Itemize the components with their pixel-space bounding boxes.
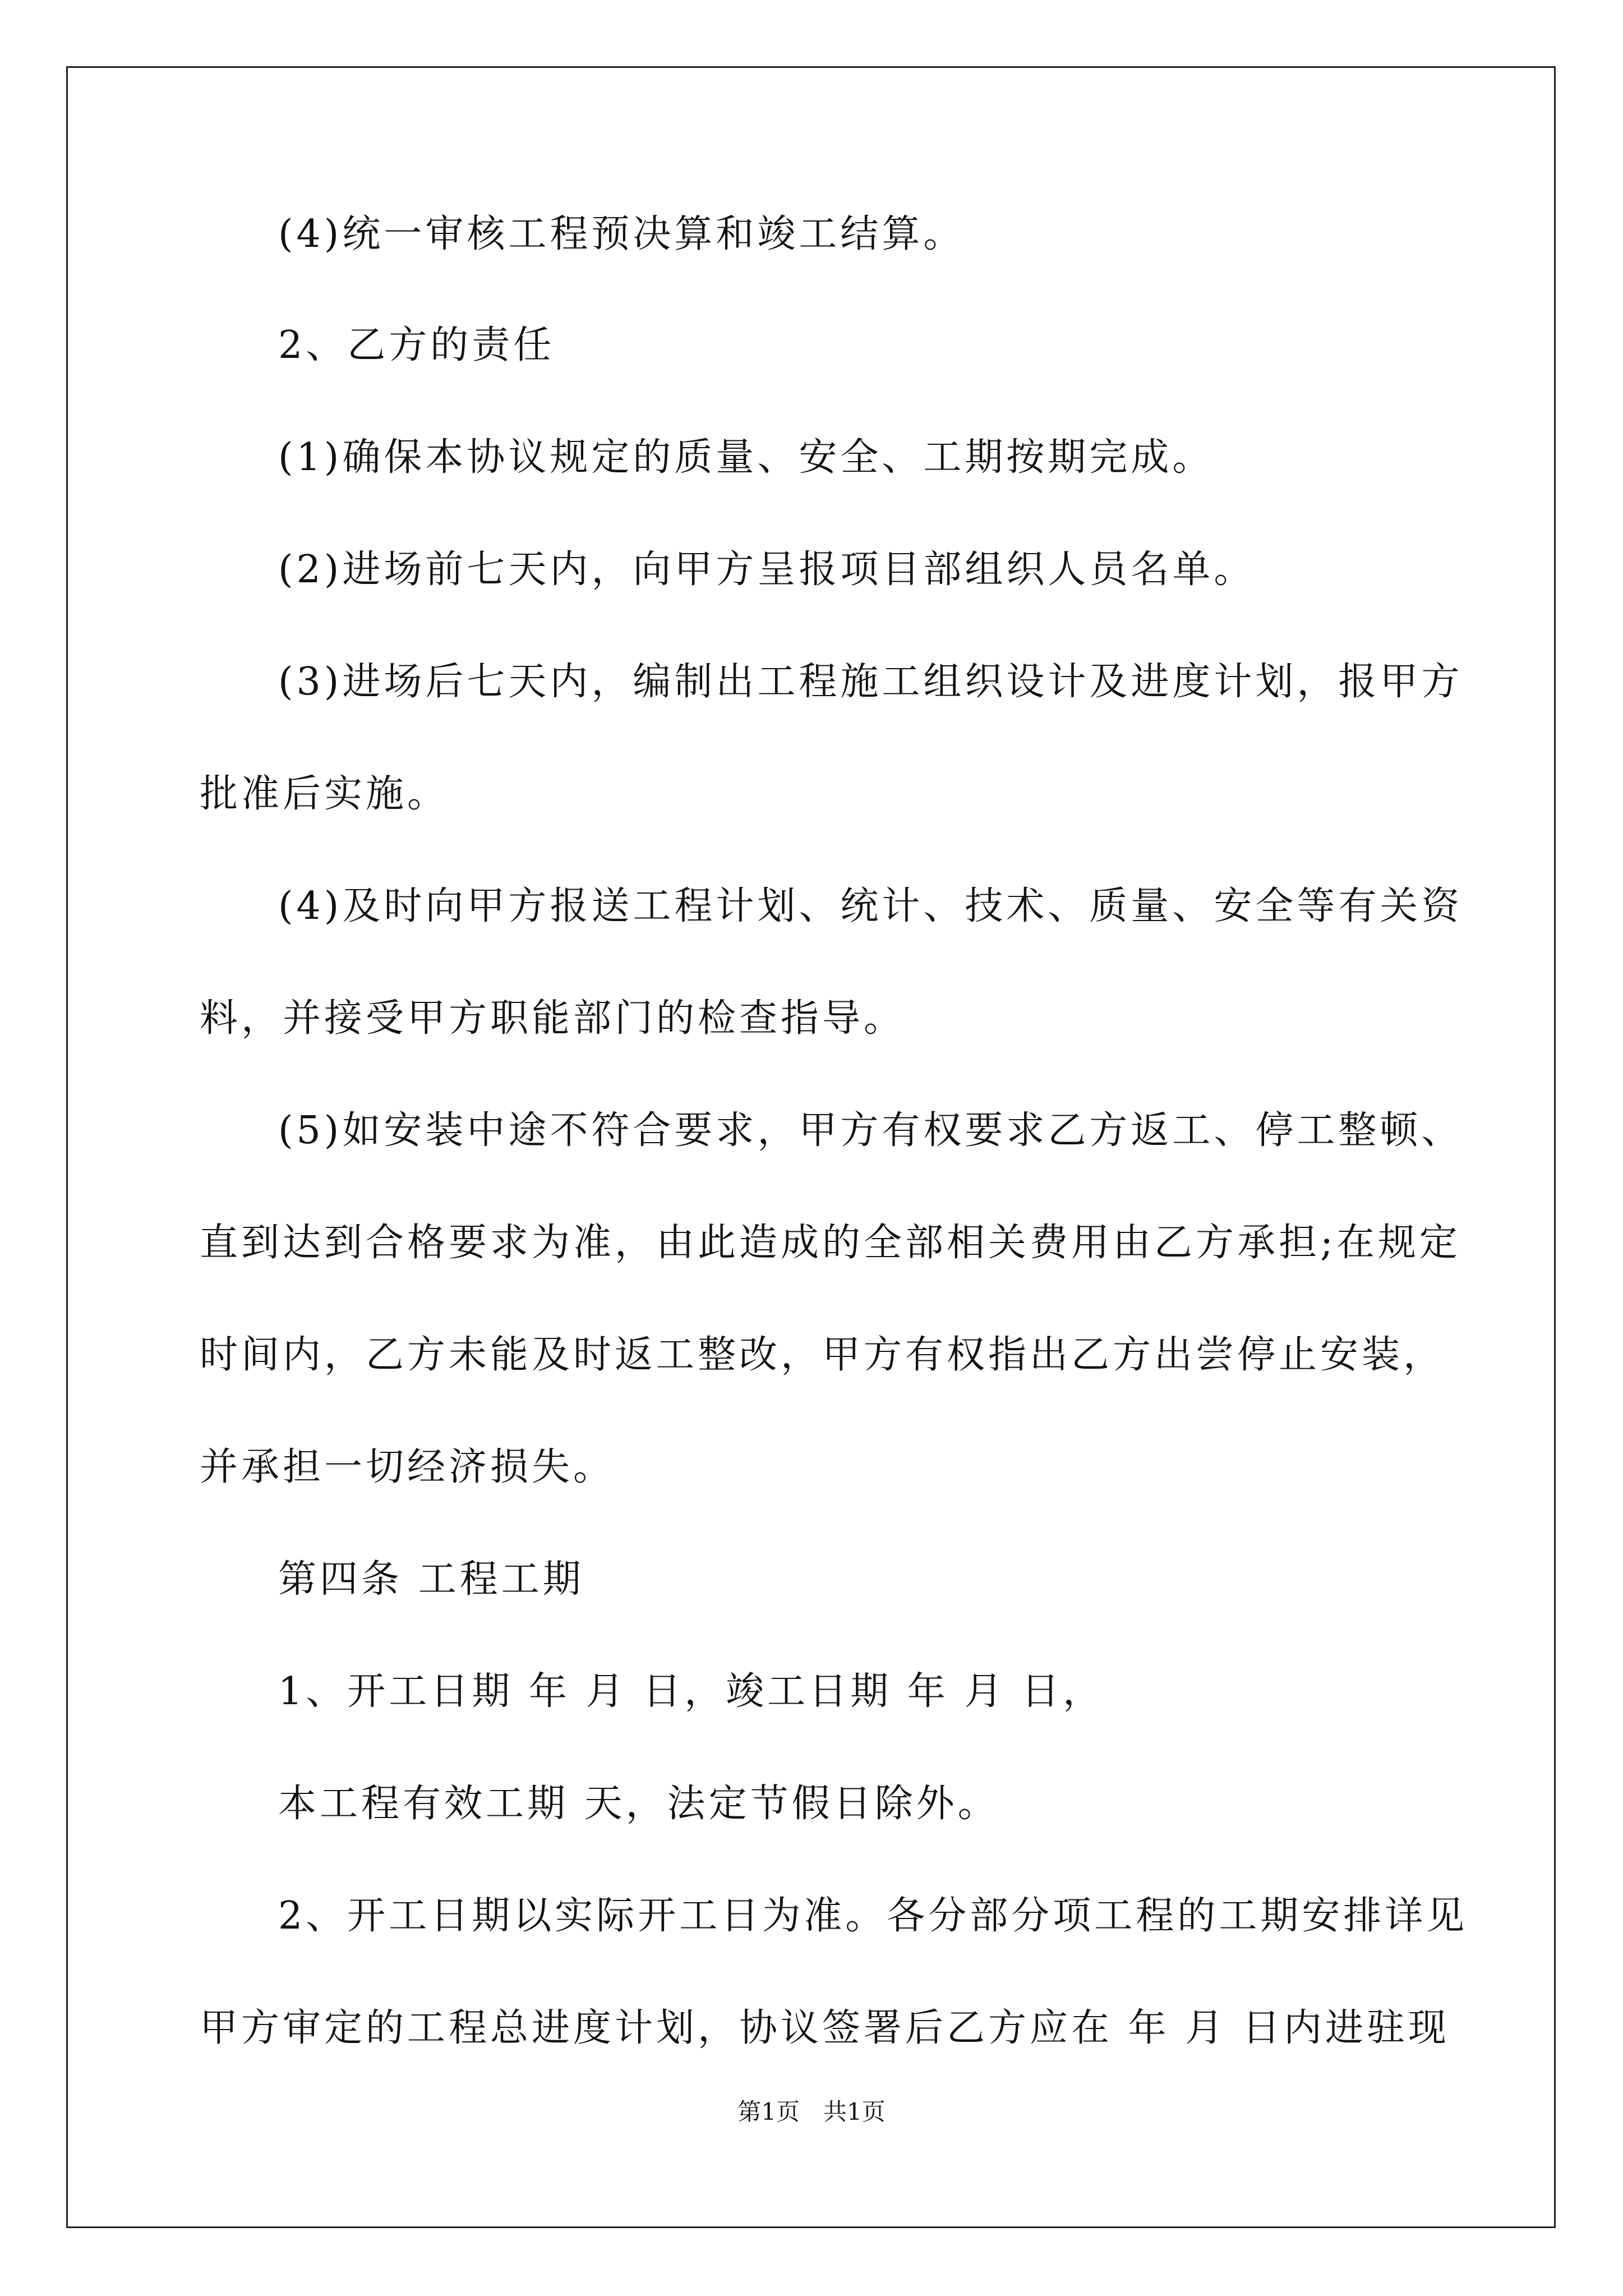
paragraph-line: 直到达到合格要求为准，由此造成的全部相关费用由乙方承担;在规定 [200, 1221, 1461, 1265]
paragraph-line: 1、开工日期 年 月 日，竣工日期 年 月 日， [278, 1669, 1104, 1714]
paragraph-line: (1)确保本协议规定的质量、安全、工期按期完成。 [278, 435, 1214, 480]
section-heading: 第四条 工程工期 [278, 1557, 584, 1602]
paragraph-line: (4)统一审核工程预决算和竣工结算。 [278, 212, 965, 256]
paragraph-line: 甲方审定的工程总进度计划，协议签署后乙方应在 年 月 日内进驻现 [200, 2006, 1450, 2050]
paragraph-line: 本工程有效工期 天，法定节假日除外。 [278, 1782, 999, 1826]
paragraph-line: (4)及时向甲方报送工程计划、统计、技术、质量、安全等有关资 [278, 884, 1463, 928]
paragraph-line: (5)如安装中途不符合要求，甲方有权要求乙方返工、停工整顿、 [278, 1108, 1463, 1153]
paragraph-line: (3)进场后七天内，编制出工程施工组织设计及进度计划，报甲方 [278, 660, 1463, 704]
page-number-footer: 第1页 共1页 [737, 2098, 886, 2125]
paragraph-line: 料，并接受甲方职能部门的检查指导。 [200, 996, 906, 1041]
paragraph-line: 2、开工日期以实际开工日为准。各分部分项工程的工期安排详见 [278, 1894, 1468, 1938]
paragraph-line: (2)进场前七天内，向甲方呈报项目部组织人员名单。 [278, 547, 1256, 592]
paragraph-line: 并承担一切经济损失。 [200, 1445, 615, 1489]
paragraph-line: 批准后实施。 [200, 772, 449, 816]
paragraph-line: 时间内，乙方未能及时返工整改，甲方有权指出乙方出尝停止安装， [200, 1333, 1445, 1377]
paragraph-line: 2、乙方的责任 [278, 323, 555, 367]
